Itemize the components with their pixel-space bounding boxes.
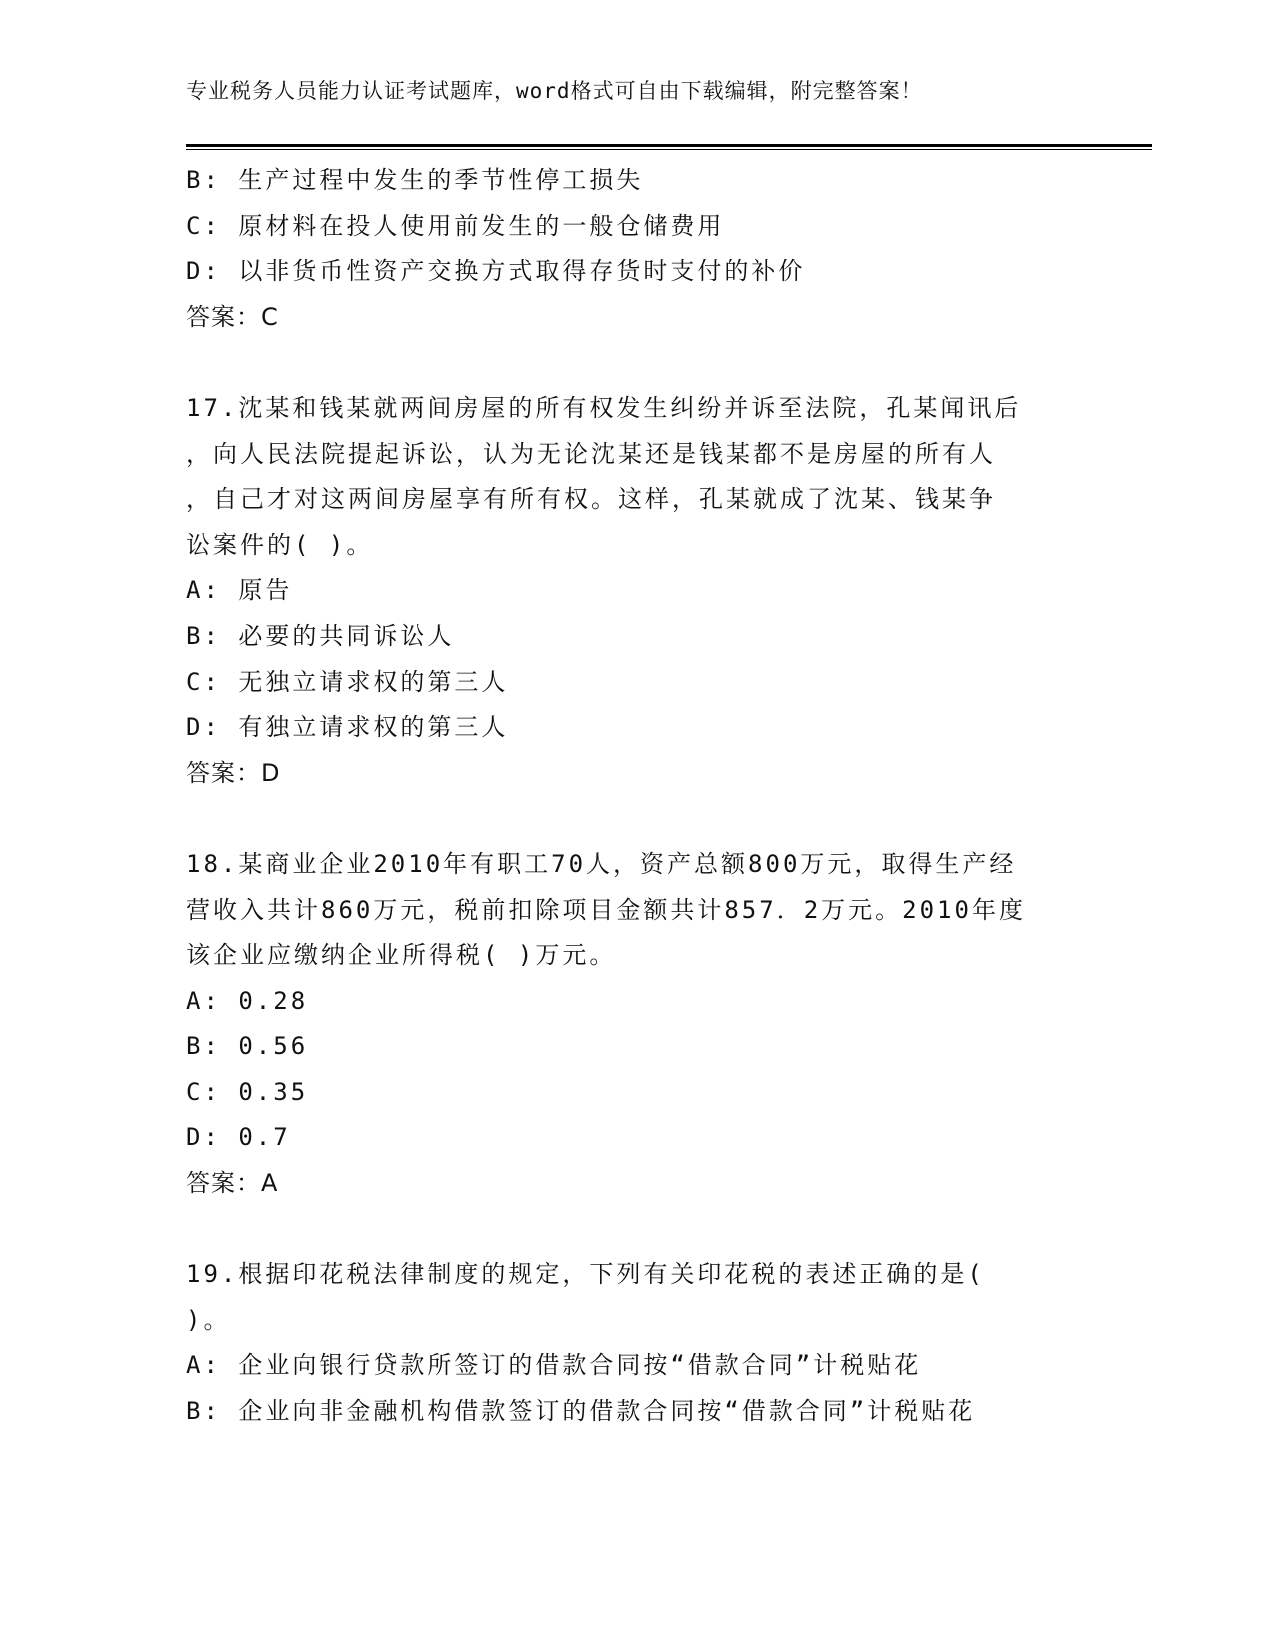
option-b: B: 生产过程中发生的季节性停工损失 <box>186 166 644 194</box>
question-stem-line: )。 <box>186 1305 231 1334</box>
question-stem-line: 19.根据印花税法律制度的规定，下列有关印花税的表述正确的是( <box>186 1260 985 1289</box>
question-list <box>186 158 1086 1435</box>
option-b: B: 必要的共同诉讼人 <box>186 621 455 650</box>
question-16-tail <box>186 158 1086 340</box>
question-stem-line: 17.沈某和钱某就两间房屋的所有权发生纠纷并诉至法院，孔某闻讯后 <box>186 393 1022 422</box>
option-b: B: 0.56 <box>186 1032 309 1061</box>
spacer <box>186 340 1086 386</box>
spacer <box>186 1207 1086 1253</box>
answer: 答案：D <box>186 758 281 787</box>
answer: 答案：C <box>186 302 279 331</box>
question-17 <box>186 386 1086 796</box>
option-b: B: 企业向非金融机构借款签订的借款合同按“借款合同”计税贴花 <box>186 1397 976 1426</box>
question-stem-line: 18.某商业企业2010年有职工70人，资产总额800万元，取得生产经 <box>186 849 1017 878</box>
option-d: D: 以非货币性资产交换方式取得存货时支付的补价 <box>186 257 806 286</box>
option-c: C: 无独立请求权的第三人 <box>186 667 509 696</box>
option-c: C: 0.35 <box>186 1077 309 1106</box>
option-a: A: 企业向银行贷款所签订的借款合同按“借款合同”计税贴花 <box>186 1351 922 1380</box>
spacer <box>186 796 1086 842</box>
page-header: 专业税务人员能力认证考试题库，word格式可自由下载编辑，附完整答案！ <box>186 79 923 103</box>
option-a: A: 0.28 <box>186 986 309 1015</box>
option-c: C: 原材料在投人使用前发生的一般仓储费用 <box>186 211 725 240</box>
option-d: D: 0.7 <box>186 1123 291 1152</box>
answer: 答案：A <box>186 1169 279 1198</box>
option-d: D: 有独立请求权的第三人 <box>186 713 509 742</box>
question-stem-line: 该企业应缴纳企业所得税( )万元。 <box>186 941 617 970</box>
question-stem-line: 营收入共计860万元，税前扣除项目金额共计857．2万元。2010年度 <box>186 895 1026 924</box>
question-18 <box>186 842 1086 1207</box>
option-a: A: 原告 <box>186 576 293 605</box>
question-19 <box>186 1252 1086 1434</box>
question-stem-line: 讼案件的( )。 <box>186 530 374 559</box>
question-stem-line: ，自己才对这两间房屋享有所有权。这样，孔某就成了沈某、钱某争 <box>186 485 996 514</box>
header-rule-thick <box>186 144 1152 147</box>
question-stem-line: ，向人民法院提起诉讼，认为无论沈某还是钱某都不是房屋的所有人 <box>186 439 996 468</box>
header-rule-thin <box>186 149 1152 150</box>
